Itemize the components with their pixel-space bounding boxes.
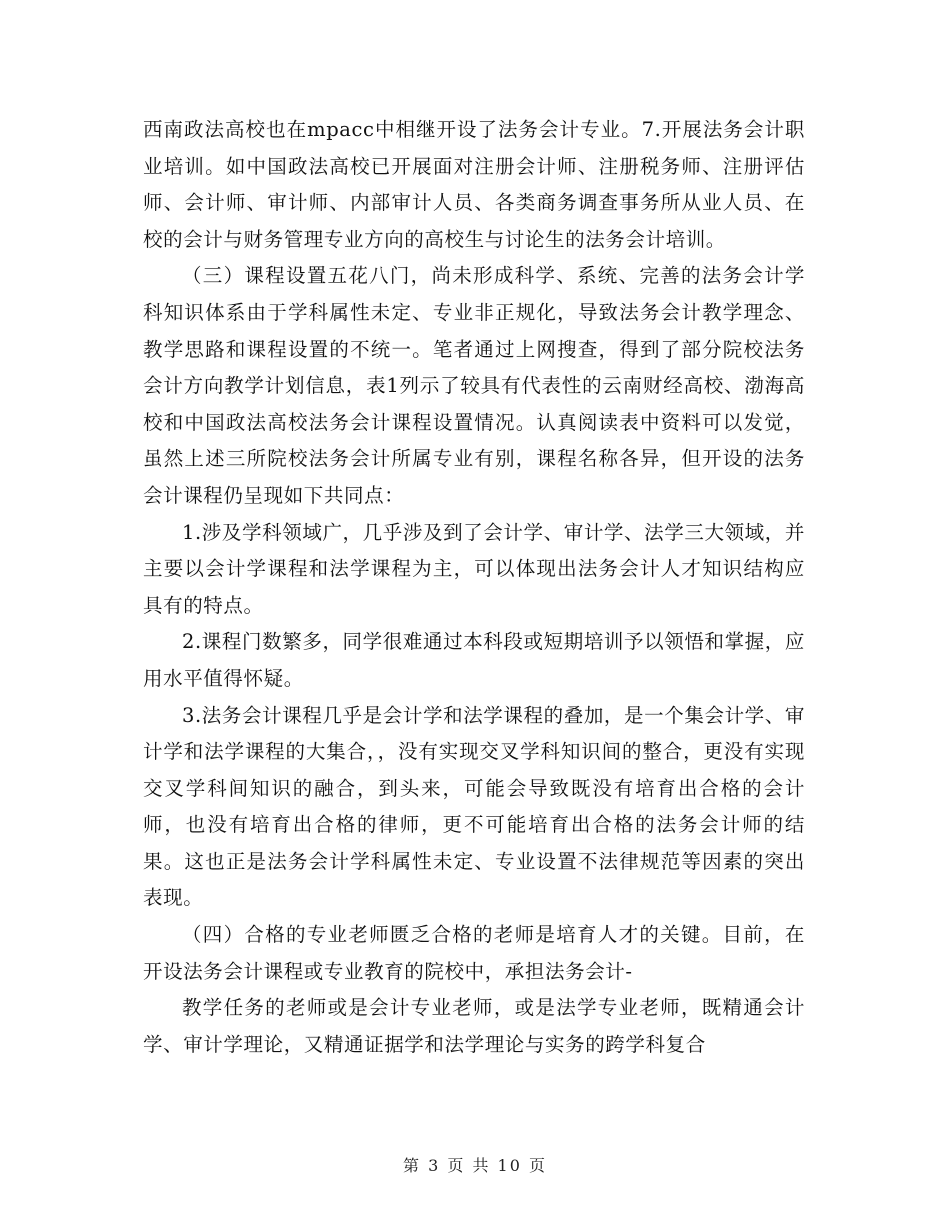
paragraph-point-two: 2.课程门数繁多，同学很难通过本科段或短期培训予以领悟和掌握，应用水平值得怀疑。 [143,630,805,690]
paragraph-continuation: 西南政法高校也在mpacc中相继开设了法务会计专业。7.开展法务会计职业培训。如中国政法高校已开展面对注册会计师、注册税务师、注册评估师、会计师、审计师、内部审计人员、各类商务调查事务所从业人员、在校的会计与财务管理专业方向的高校生与讨论生的法务会计培训。 [143,118,805,251]
page-number-footer: 第 3 页 共 10 页 [403,1156,547,1175]
paragraph-section-four: （四）合格的专业老师匮乏合格的老师是培育人才的关键。目前，在开设法务会计课程或专业教育的院校中，承担法务会计- [143,923,805,983]
document-body [143,112,805,1063]
paragraph-point-one: 1.涉及学科领域广，几乎涉及到了会计学、审计学、法学三大领域，并主要以会计学课程和法学课程为主，可以体现出法务会计人才知识结构应具有的特点。 [143,520,805,617]
paragraph-point-three: 3.法务会计课程几乎是会计学和法学课程的叠加，是一个集会计学、审计学和法学课程的大集合，，没有实现交叉学科知识间的整合，更没有实现交叉学科间知识的融合，到头来，可能会导致既没有培育出合格的会计师，也没有培育出合格的律师，更不可能培育出合格的法务会计师的结果。这也正是法务会计学科属性未定、专业设置不法律规范等因素的突出表现。 [143,703,805,910]
paragraph-section-three: （三）课程设置五花八门，尚未形成科学、系统、完善的法务会计学科知识体系由于学科属性未定、专业非正规化，导致法务会计教学理念、教学思路和课程设置的不统一。笔者通过上网搜查，得到了部分院校法务会计方向教学计划信息，表1列示了较具有代表性的云南财经高校、渤海高校和中国政法高校法务会计课程设置情况。认真阅读表中资料可以发觉，虽然上述三所院校法务会计所属专业有别，课程名称各异，但开设的法务会计课程仍呈现如下共同点： [143,264,805,507]
paragraph-teachers: 教学任务的老师或是会计专业老师，或是法学专业老师，既精通会计学、审计学理论，又精通证据学和法学理论与实务的跨学科复合 [143,996,805,1056]
